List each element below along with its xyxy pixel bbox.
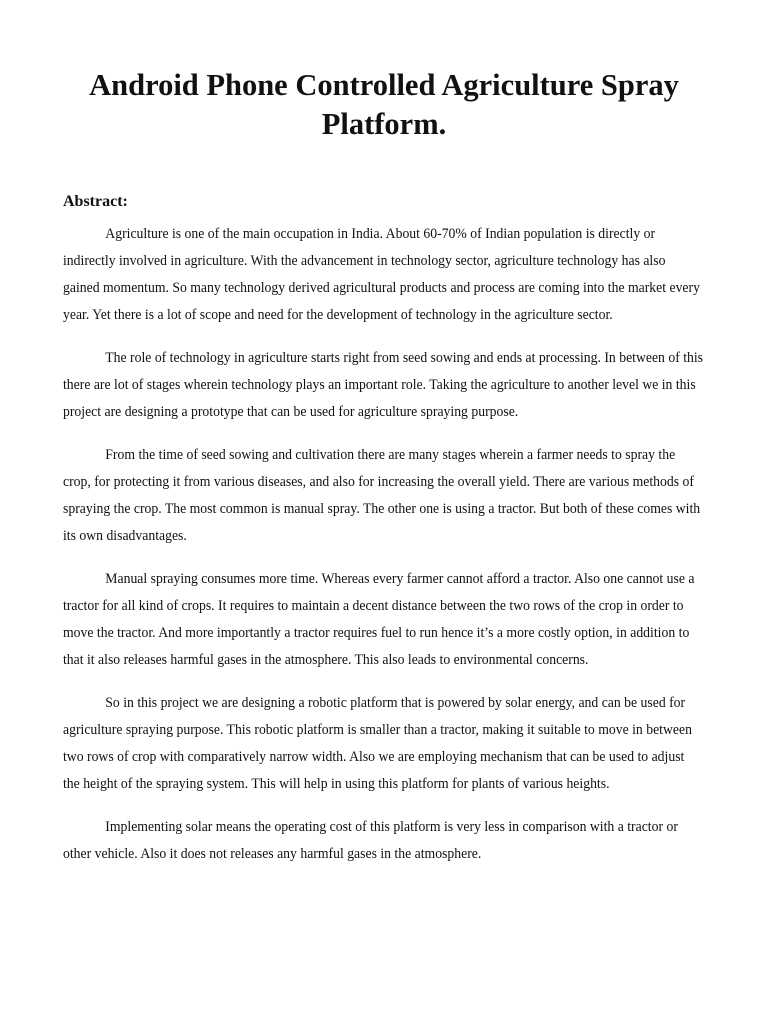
abstract-paragraph-3: From the time of seed sowing and cultivation there are many stages wherein a farmer needs to spray the crop, for protecting it from various diseases, and also for increasing the overall yield. There are various methods of spraying the crop. The most common is manual spray. The other one is using a tractor. But both of these comes with its own disadvantages.: [63, 447, 701, 544]
abstract-paragraph-5: So in this project we are designing a robotic platform that is powered by solar energy, and can be used for agriculture spraying purpose. This robotic platform is smaller than a tractor, making it suitable to move in between two rows of crop with comparatively narrow width. Also we are employing mechanism that can be used to adjust the height of the spraying system. This will help in using this platform for plants of various heights.: [63, 695, 692, 792]
document-title: Android Phone Controlled Agriculture Spray Platform.: [89, 68, 679, 141]
abstract-heading: Abstract:: [63, 193, 128, 210]
abstract-paragraph-6: Implementing solar means the operating cost of this platform is very less in comparison with a tractor or other vehicle. Also it does not releases any harmful gases in the atmosphere.: [63, 819, 678, 862]
abstract-paragraph-4: Manual spraying consumes more time. Whereas every farmer cannot afford a tractor. Also one cannot use a tractor for all kind of crops. It requires to maintain a decent distance between the two rows of the crop in order to move the tractor. And more importantly a tractor requires fuel to run hence it’s a more costly option, in addition to that it also releases harmful gases in the atmosphere. This also leads to environmental concerns.: [63, 571, 695, 668]
abstract-paragraph-2: The role of technology in agriculture starts right from seed sowing and ends at processing. In between of this there are lot of stages wherein technology plays an important role. Taking the agriculture to another level we in this project are designing a prototype that can be used for agriculture spraying purpose.: [63, 350, 704, 420]
abstract-paragraph-1: Agriculture is one of the main occupation in India. About 60-70% of Indian population is directly or indirectly involved in agriculture. With the advancement in technology sector, agriculture technology has also gained momentum. So many technology derived agricultural products and process are coming into the market every year. Yet there is a lot of scope and need for the development of technology in the agriculture sector.: [63, 226, 700, 323]
